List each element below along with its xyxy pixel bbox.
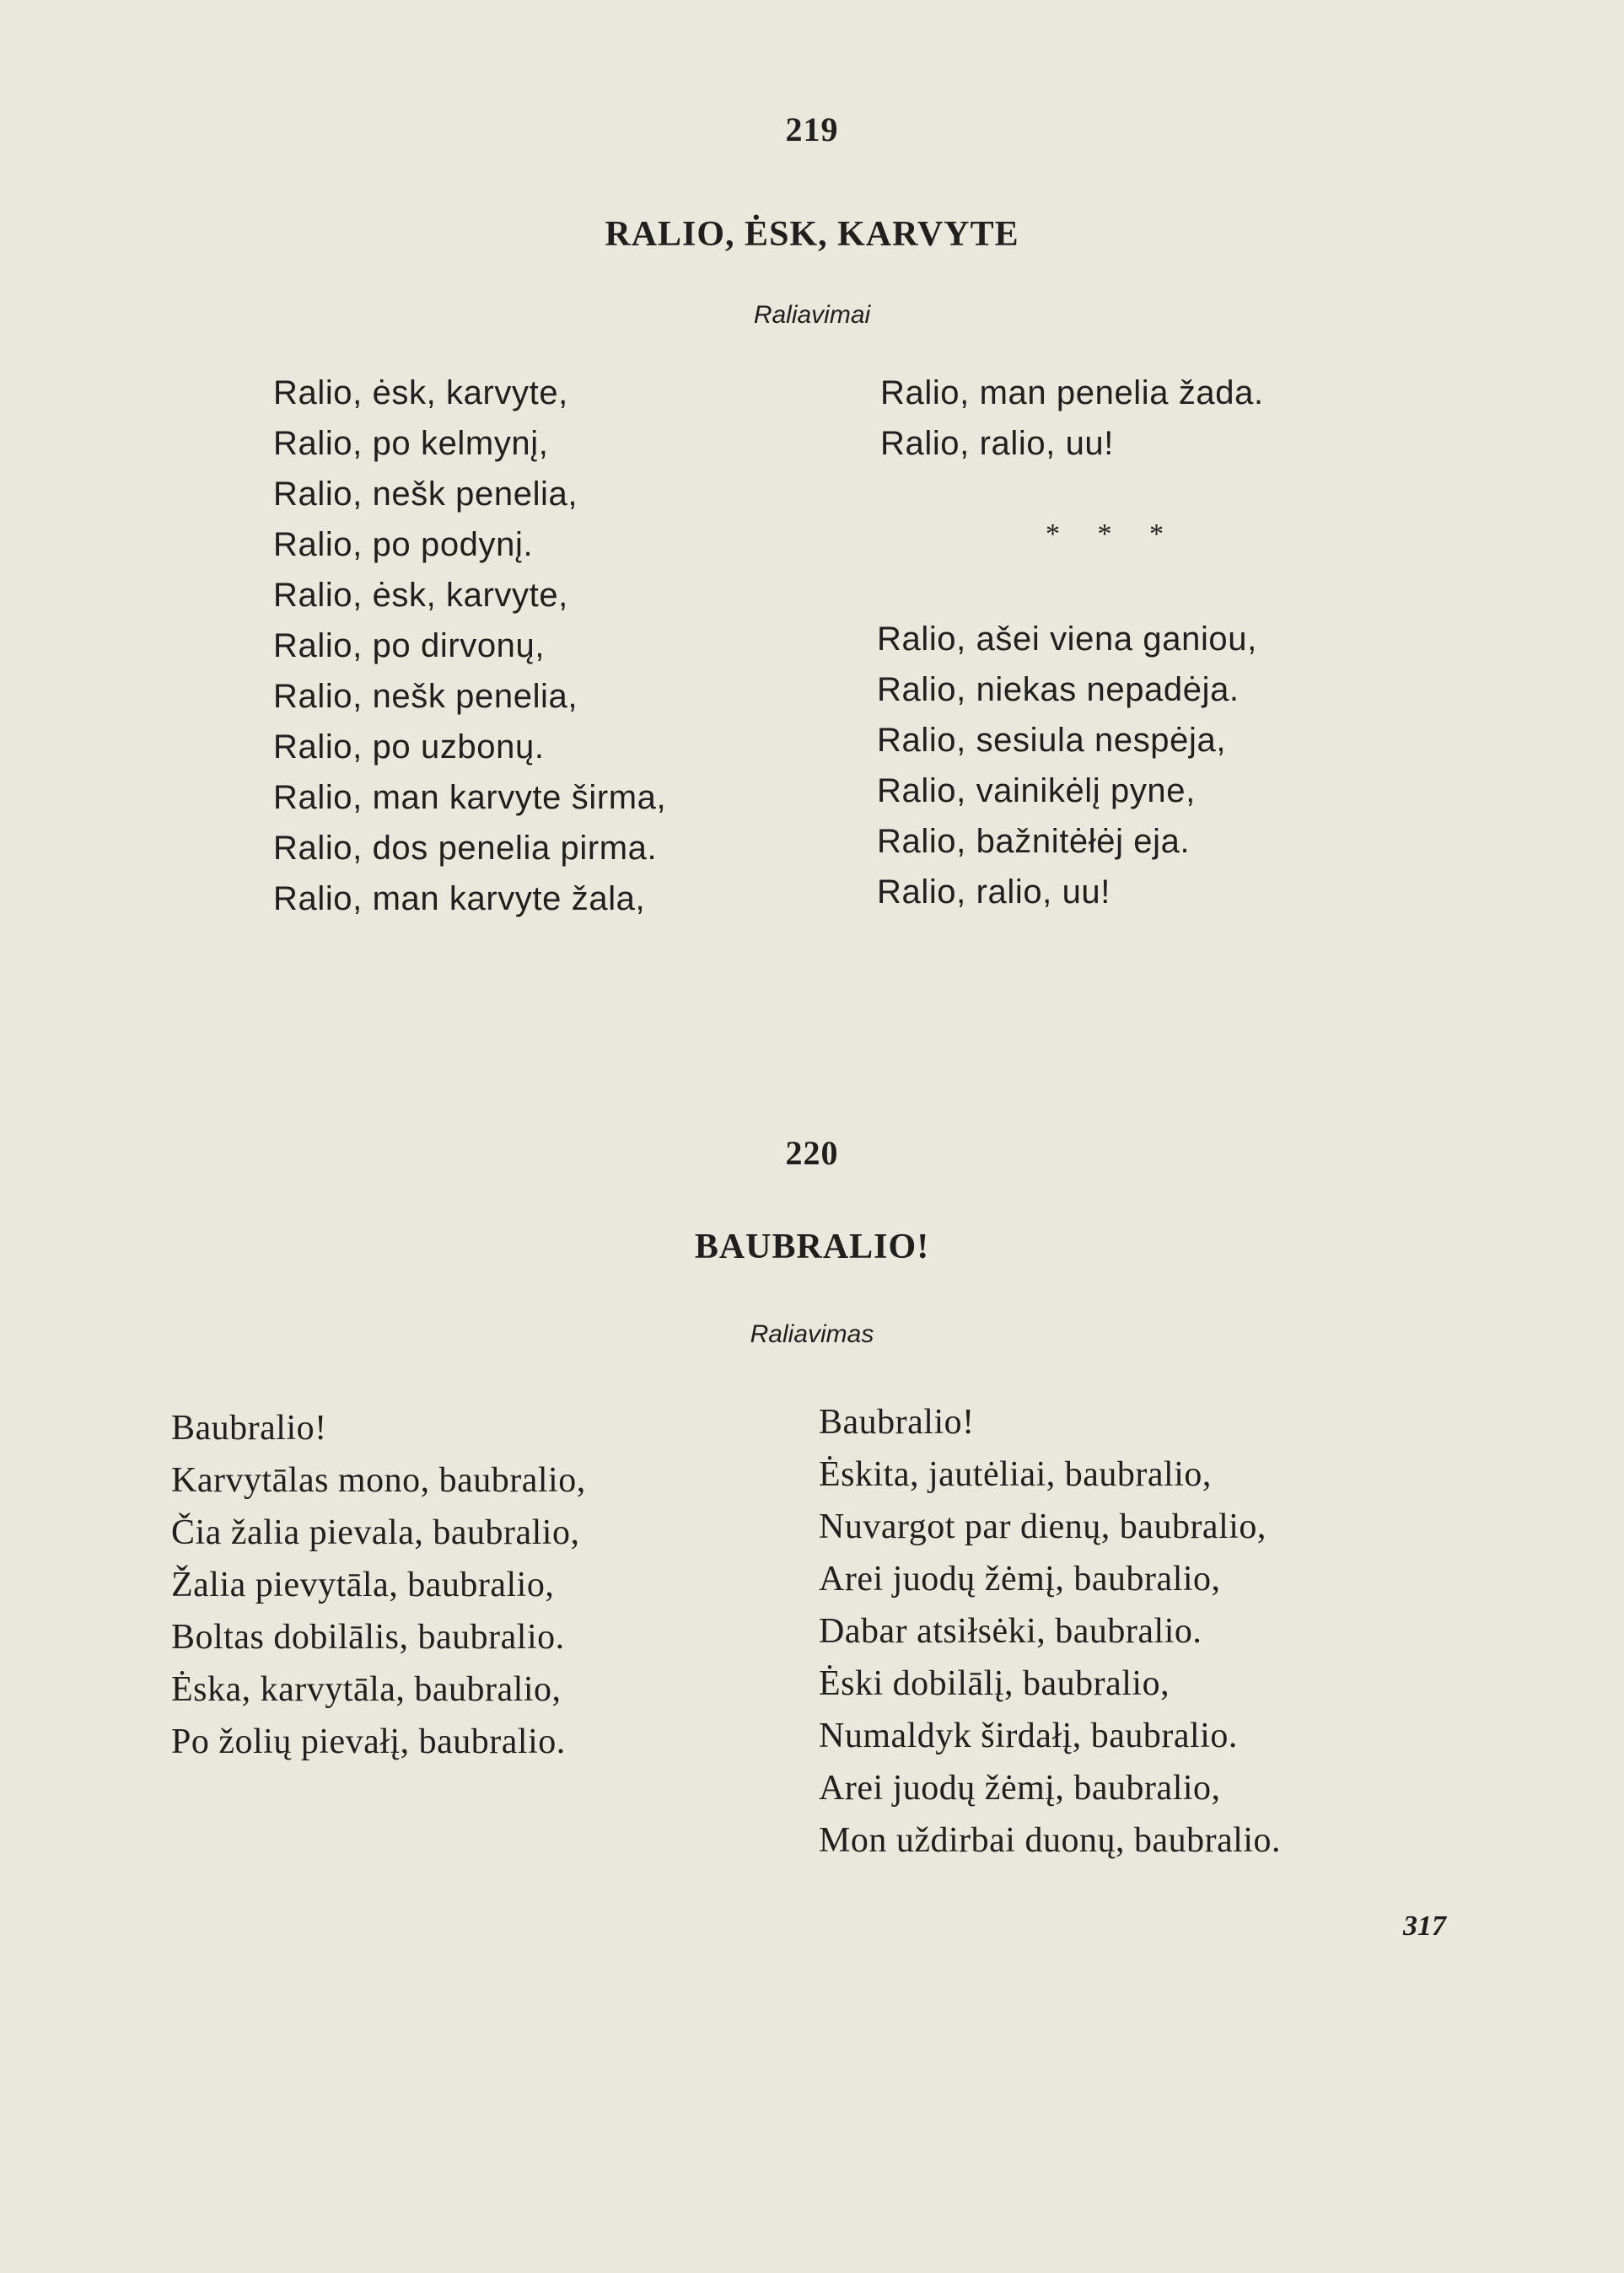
verse-line: Ėska, karvytāla, baubralio, [171,1670,562,1709]
stanza-separator: * * * [1046,519,1179,550]
song-title-219: RALIO, ĖSK, KARVYTE [605,215,1019,254]
verse-line: Ralio, man karvyte širma, [273,779,667,816]
verse-line: Ralio, dos penelia pirma. [273,830,658,867]
verse-line: Ralio, niekas nepadėja. [877,671,1240,708]
verse-line: Ralio, bažnitėłėj eja. [877,823,1191,860]
verse-line: Ralio, ašei viena ganiou, [877,621,1257,658]
verse-line: Ralio, vainikėlį pyne, [877,772,1196,809]
song-title-220: BAUBRALIO! [694,1228,930,1266]
verse-line: Ralio, ėsk, karvyte, [273,577,568,614]
verse-line: Ėski dobilālį, baubralio, [819,1664,1170,1703]
verse-line: Ralio, nešk penelia, [273,678,578,715]
verse-line: Dabar atsiłsėki, baubralio. [819,1612,1202,1651]
verse-line: Ralio, man penelia žada. [880,374,1264,411]
verse-line: Ralio, man karvyte žala, [273,880,646,917]
verse-line: Baubralio! [171,1409,327,1448]
verse-line: Baubralio! [819,1403,975,1442]
song-subtitle-220: Raliavimas [750,1320,874,1348]
page-number: 317 [1403,1910,1446,1942]
verse-line: Žalia pievytāla, baubralio, [171,1566,555,1604]
verse-line: Ėskita, jautėliai, baubralio, [819,1455,1212,1494]
song-220-right-column [819,1396,1281,1867]
verse-line: Čia žalia pievala, baubralio, [171,1513,580,1552]
verse-line: Ralio, po podynį. [273,526,534,563]
song-number-219: 219 [785,110,839,148]
song-220-left-column [171,1402,586,1768]
verse-line: Arei juodų žėmį, baubralio, [819,1560,1221,1599]
verse-line: Karvytālas mono, baubralio, [171,1461,586,1500]
song-219-left-column [273,368,666,924]
verse-line: Ralio, ralio, uu! [880,425,1114,462]
verse-line: Boltas dobilālis, baubralio. [171,1618,565,1657]
verse-line: Arei juodų žėmį, baubralio, [819,1769,1221,1808]
verse-line: Ralio, sesiula nespėja, [877,722,1227,759]
verse-line: Ralio, po kelmynį, [273,425,549,462]
song-subtitle-219: Raliavimai [753,301,871,329]
verse-line: Nuvargot par dienų, baubralio, [819,1507,1266,1546]
verse-line: Po žolių pievałį, baubralio. [171,1722,566,1761]
verse-line: Mon uždirbai duonų, baubralio. [819,1821,1282,1860]
verse-line: Ralio, nešk penelia, [273,476,578,513]
song-number-220: 220 [785,1134,839,1172]
verse-line: Ralio, ralio, uu! [877,873,1110,911]
song-219-right-column-top [880,368,1264,469]
verse-line: Ralio, ėsk, karvyte, [273,374,568,411]
verse-line: Numaldyk širdałį, baubralio. [819,1717,1238,1755]
verse-line: Ralio, po uzbonų. [273,728,545,766]
song-219-right-column-bottom [877,614,1257,917]
verse-line: Ralio, po dirvonų, [273,627,546,664]
